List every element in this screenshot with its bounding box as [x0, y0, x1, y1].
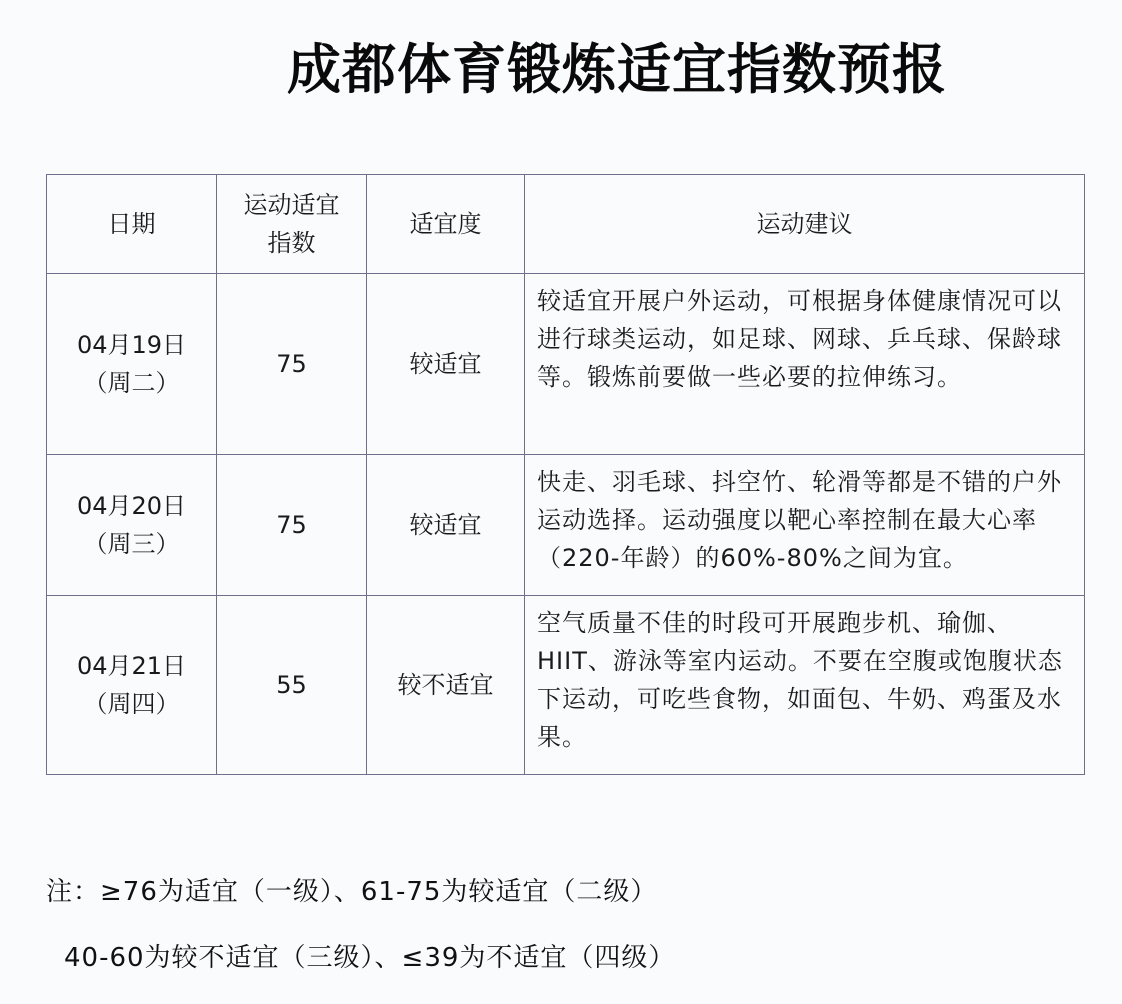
index-cell: 75: [217, 274, 367, 455]
legend-note-line2: 40-60为较不适宜（三级）、≤39为不适宜（四级）: [64, 943, 676, 973]
suitability-cell: 较不适宜: [367, 596, 525, 775]
header-index-line1: 运动适宜: [243, 191, 340, 219]
header-index: [217, 175, 367, 274]
forecast-table: [46, 174, 1085, 775]
header-advice: 运动建议: [525, 175, 1085, 274]
header-suitability: 适宜度: [367, 175, 525, 274]
table-row: [47, 455, 1085, 596]
weekday-text: （周四）: [83, 690, 180, 718]
advice-cell: 较适宜开展户外运动，可根据身体健康情况可以进行球类运动，如足球、网球、乒乓球、保龄球等。锻炼前要做一些必要的拉伸练习。: [525, 274, 1085, 455]
date-cell: [47, 596, 217, 775]
table-row: [47, 274, 1085, 455]
header-index-line2: 指数: [267, 229, 316, 257]
table-header-row: [47, 175, 1085, 274]
page-title: 成都体育锻炼适宜指数预报: [287, 38, 947, 101]
suitability-cell: 较适宜: [367, 274, 525, 455]
index-cell: 75: [217, 455, 367, 596]
legend-note-line1: 注：≥76为适宜（一级）、61-75为较适宜（二级）: [46, 877, 658, 907]
advice-cell: 空气质量不佳的时段可开展跑步机、瑜伽、HIIT、游泳等室内运动。不要在空腹或饱腹状态下运动，可吃些食物，如面包、牛奶、鸡蛋及水果。: [525, 596, 1085, 775]
table-row: [47, 596, 1085, 775]
header-date: 日期: [47, 175, 217, 274]
date-text: 04月20日: [76, 492, 187, 520]
date-cell: [47, 455, 217, 596]
index-cell: 55: [217, 596, 367, 775]
advice-cell: 快走、羽毛球、抖空竹、轮滑等都是不错的户外运动选择。运动强度以靶心率控制在最大心率（220-年龄）的60%-80%之间为宜。: [525, 455, 1085, 596]
date-text: 04月19日: [76, 331, 187, 359]
date-cell: [47, 274, 217, 455]
suitability-cell: 较适宜: [367, 455, 525, 596]
weekday-text: （周二）: [83, 369, 180, 397]
date-text: 04月21日: [76, 652, 187, 680]
weekday-text: （周三）: [83, 530, 180, 558]
